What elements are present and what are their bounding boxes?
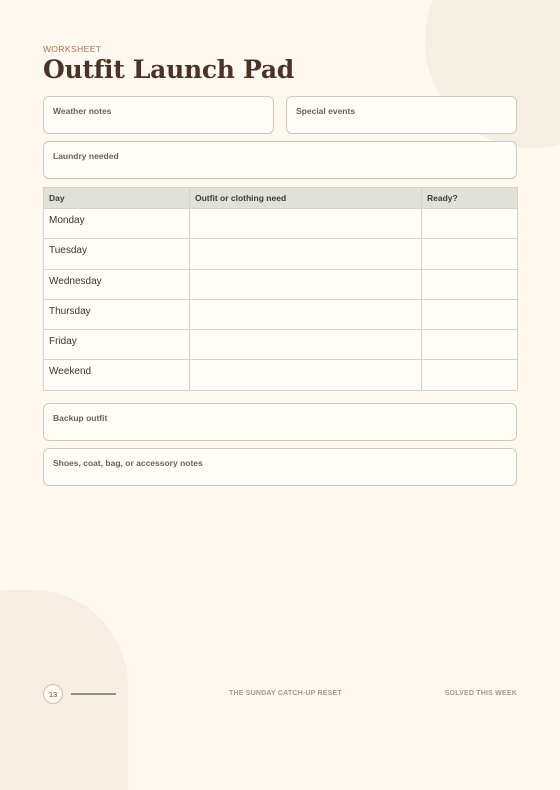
table-row (44, 360, 518, 390)
weather-notes-label: Weather notes (53, 106, 112, 116)
footer-rule (71, 693, 116, 695)
page-title: Outfit Launch Pad (43, 55, 294, 84)
day-cell: Thursday (44, 299, 190, 329)
ready-cell[interactable] (422, 209, 518, 239)
outfit-cell[interactable] (190, 330, 422, 360)
weather-notes-box[interactable] (43, 96, 274, 134)
header-outfit: Outfit or clothing need (190, 188, 422, 209)
decorative-shape-bottom-left (0, 590, 128, 790)
table-row (44, 299, 518, 329)
backup-outfit-box[interactable] (43, 403, 517, 441)
weekly-outfit-table (43, 187, 518, 391)
footer-section: SOLVED THIS WEEK (444, 690, 517, 697)
day-cell: Weekend (44, 360, 190, 390)
table-header-row (44, 188, 518, 209)
special-events-box[interactable] (286, 96, 517, 134)
outfit-cell[interactable] (190, 269, 422, 299)
day-cell: Tuesday (44, 239, 190, 269)
ready-cell[interactable] (422, 269, 518, 299)
backup-outfit-label: Backup outfit (53, 413, 108, 423)
table-row (44, 269, 518, 299)
day-cell: Wednesday (44, 269, 190, 299)
table-row (44, 330, 518, 360)
header-ready: Ready? (422, 188, 518, 209)
laundry-needed-box[interactable] (43, 141, 517, 179)
worksheet-eyebrow: WORKSHEET (43, 44, 102, 54)
ready-cell[interactable] (422, 330, 518, 360)
header-day: Day (44, 188, 190, 209)
footer-book-title: THE SUNDAY CATCH-UP RESET (229, 690, 342, 697)
outfit-cell[interactable] (190, 360, 422, 390)
ready-cell[interactable] (422, 299, 518, 329)
day-cell: Monday (44, 209, 190, 239)
accessory-notes-label: Shoes, coat, bag, or accessory notes (53, 458, 203, 468)
day-cell: Friday (44, 330, 190, 360)
special-events-label: Special events (296, 106, 356, 116)
outfit-cell[interactable] (190, 299, 422, 329)
ready-cell[interactable] (422, 239, 518, 269)
ready-cell[interactable] (422, 360, 518, 390)
outfit-cell[interactable] (190, 239, 422, 269)
page-number: 13 (43, 684, 63, 704)
table-row (44, 239, 518, 269)
accessory-notes-box[interactable] (43, 448, 517, 486)
laundry-needed-label: Laundry needed (53, 151, 119, 161)
table-row (44, 209, 518, 239)
outfit-cell[interactable] (190, 209, 422, 239)
